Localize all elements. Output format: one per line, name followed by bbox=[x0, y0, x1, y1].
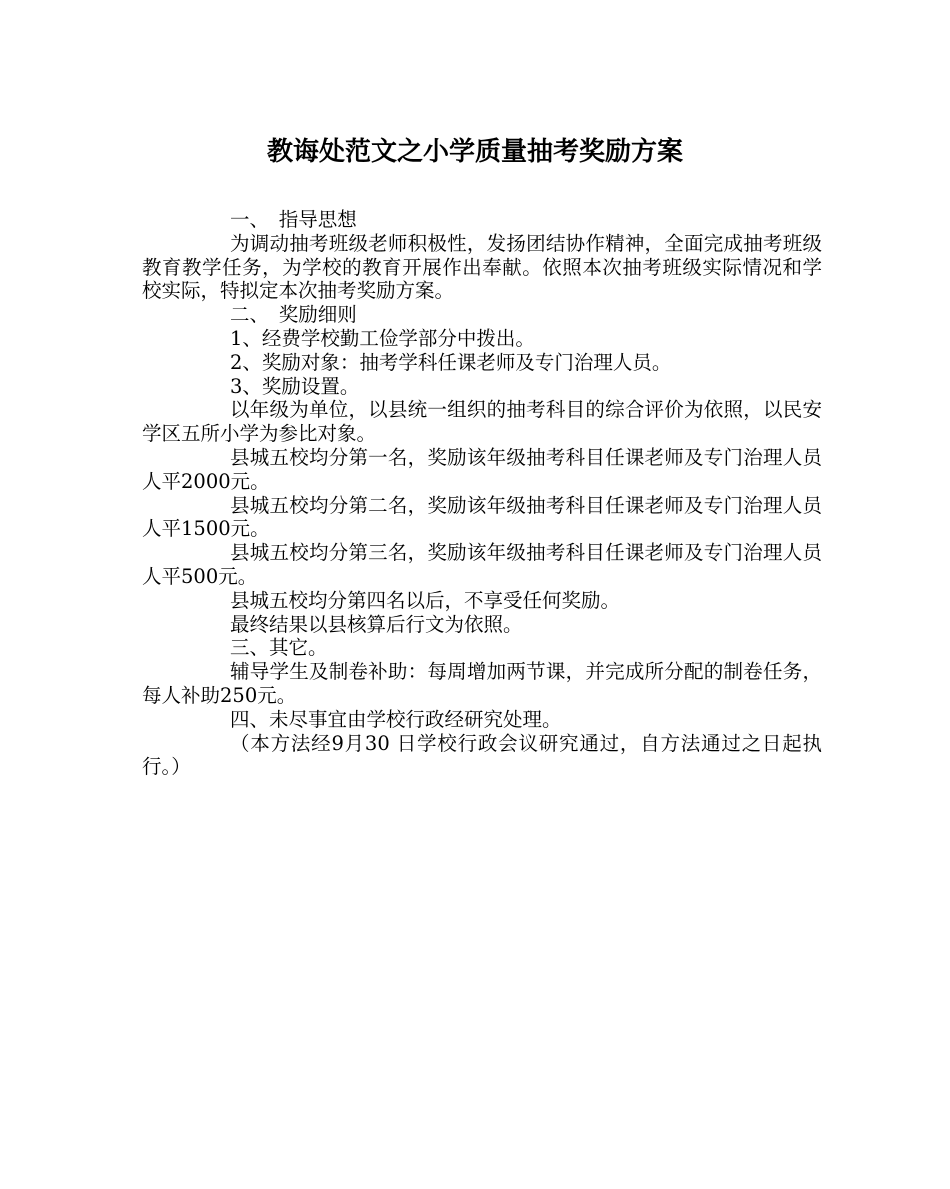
paragraph-tutoring-subsidy: 辅导学生及制卷补助：每周增加两节课，并完成所分配的制卷任务，每人补助250元。 bbox=[142, 660, 822, 707]
paragraph-evaluation-basis: 以年级为单位，以县统一组织的抽考科目的综合评价为依照，以民安学区五所小学为参比对象。 bbox=[142, 398, 822, 446]
rule-item-settings: 3、奖励设置。 bbox=[230, 374, 360, 398]
paragraph-fourth-and-below: 县城五校均分第四名以后，不享受任何奖励。 bbox=[230, 588, 621, 612]
paragraph-second-place: 县城五校均分第二名，奖励该年级抽考科目任课老师及专门治理人员人平1500元。 bbox=[142, 493, 822, 541]
section-heading-other: 三、其它。 bbox=[230, 636, 328, 660]
document-body bbox=[142, 208, 822, 779]
rule-item-recipients: 2、奖励对象：抽考学科任课老师及专门治理人员。 bbox=[230, 350, 672, 374]
rule-item-funding: 1、经费学校勤工俭学部分中拨出。 bbox=[230, 326, 535, 350]
section-heading-guiding-thought: 一、 指导思想 bbox=[230, 208, 357, 231]
paragraph-final-result: 最终结果以县核算后行文为依照。 bbox=[230, 612, 523, 636]
document-title: 教诲处范文之小学质量抽考奖励方案 bbox=[266, 137, 683, 167]
paragraph-third-place: 县城五校均分第三名，奖励该年级抽考科目任课老师及专门治理人员人平500元。 bbox=[142, 541, 822, 588]
section-heading-reward-rules: 二、 奖励细则 bbox=[230, 303, 357, 327]
paragraph-purpose: 为调动抽考班级老师积极性，发扬团结协作精神，全面完成抽考班级教育教学任务，为学校的教育开展作出奉献。依照本次抽考班级实际情况和学校实际，特拟定本次抽考奖励方案。 bbox=[142, 231, 822, 303]
paragraph-first-place: 县城五校均分第一名，奖励该年级抽考科目任课老师及专门治理人员人平2000元。 bbox=[142, 445, 822, 493]
paragraph-effective-note: （本方法经9月30 日学校行政会议研究通过，自方法通过之日起执行。） bbox=[142, 731, 822, 779]
section-heading-unresolved: 四、未尽事宜由学校行政经研究处理。 bbox=[230, 707, 562, 731]
